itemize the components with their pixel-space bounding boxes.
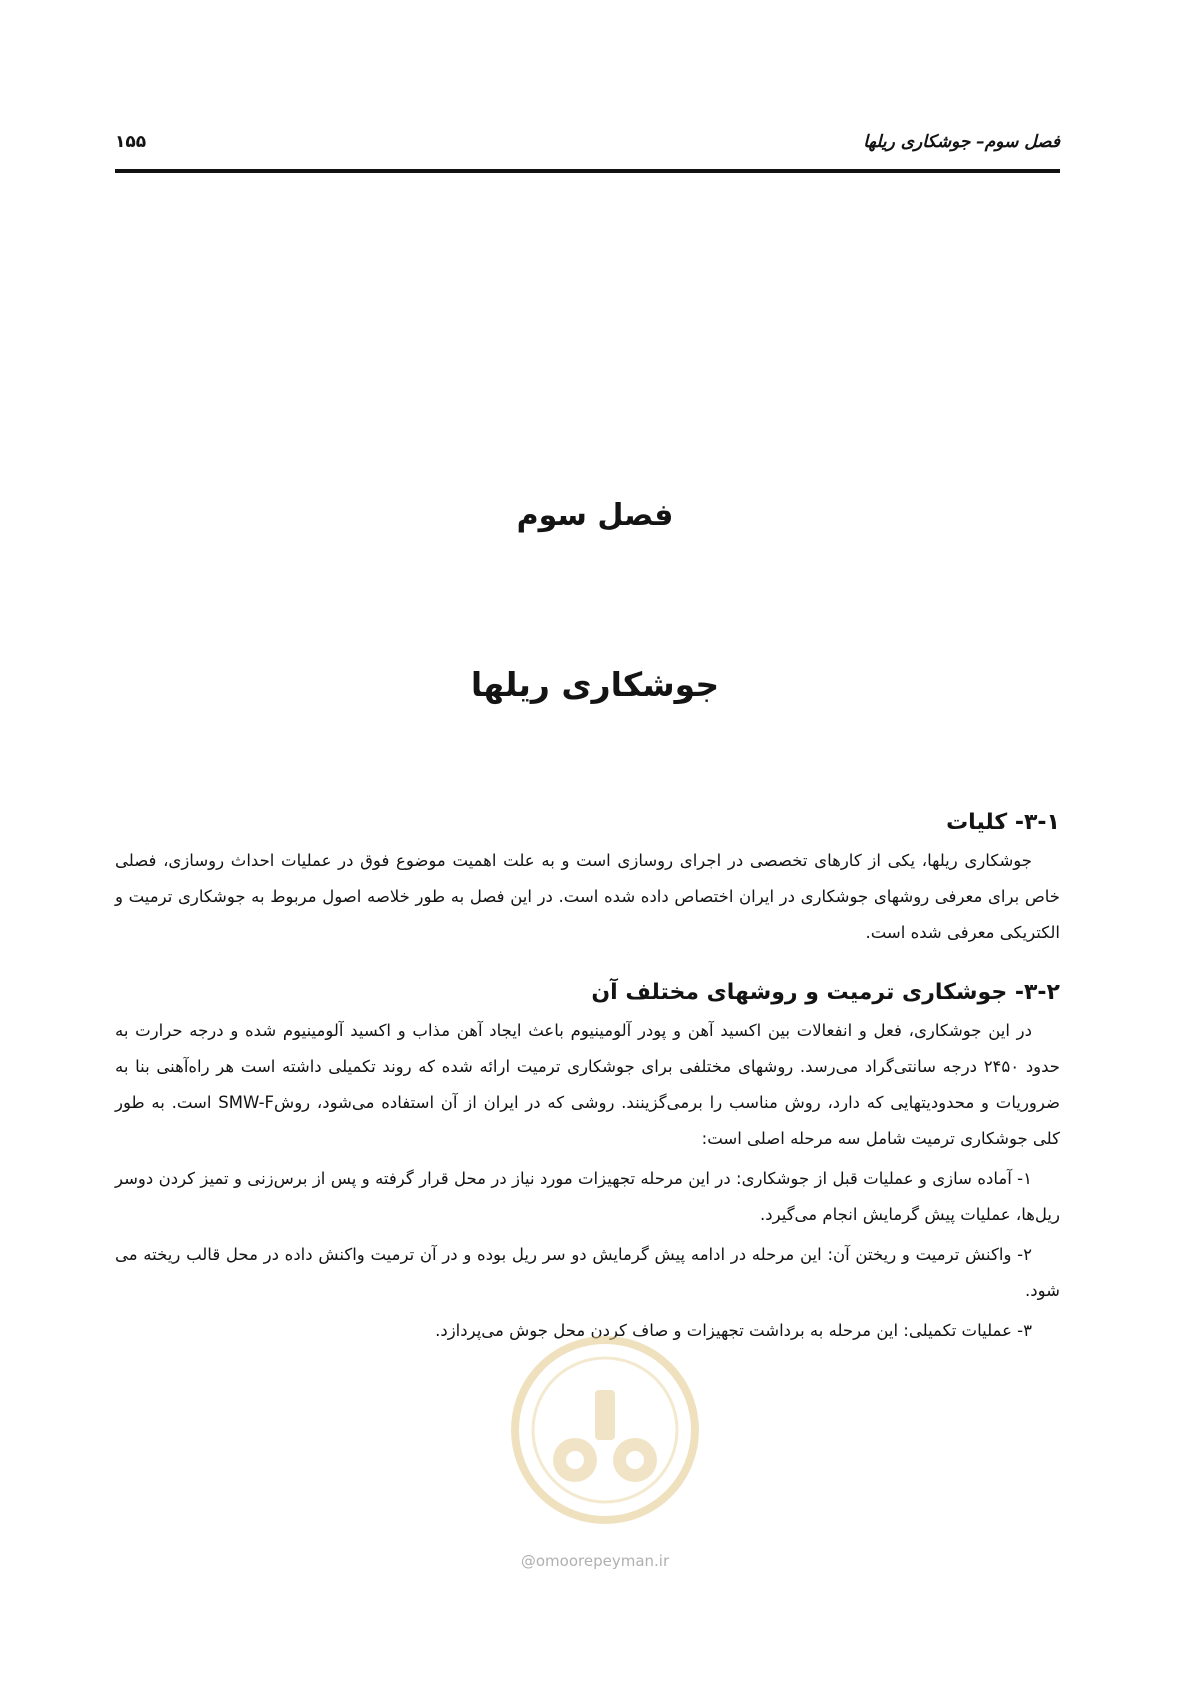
list-item: ۱- آماده سازی و عملیات قبل از جوشکاری: در این مرحله تجهیزات مورد نیاز در محل قرار گرفته و پس از برس‌زنی و تمیز کردن دوسر ریل‌ها، عملیات پیش گرمایش انجام می‌گیرد. bbox=[115, 1169, 1060, 1224]
list-item: ۲- واکنش ترمیت و ریختن آن: این مرحله در ادامه پیش گرمایش دو سر ریل بوده و در آن ترمیت واکنش داده در محل قالب ریخته می شود. bbox=[115, 1245, 1060, 1300]
running-header bbox=[115, 128, 1060, 168]
watermark-url: @omoorepeyman.ir bbox=[520, 1552, 670, 1570]
paragraph: در این جوشکاری، فعل و انفعالات بین اکسید آهن و پودر آلومینیوم باعث ایجاد آهن مذاب و اکسید آلومینیوم شده و درجه حرارت به حدود ۲۴۵۰ درجه سانتی‌گراد می‌رسد. روشهای مختلفی برای جوشکاری ترمیت ارائه شده که روند تکمیلی داشته است هر راه‌آهنی بنا به ضروریات و محدودیتهایی که دارد، روش مناسب را برمی‌گزینند. روشی که در ایران از آن استفاده می‌شود، روشSMW-F است. به طور کلی جوشکاری ترمیت شامل سه مرحله اصلی است: bbox=[115, 1021, 1060, 1148]
chapter-label: فصل سوم bbox=[516, 498, 674, 533]
page-number: ۱۵۵ bbox=[115, 132, 147, 152]
section-general bbox=[115, 810, 1060, 951]
list-item: ۳- عملیات تکمیلی: این مرحله به برداشت تجهیزات و صاف کردن محل جوش می‌پردازد. bbox=[435, 1321, 1032, 1340]
paragraph: جوشکاری ریلها، یکی از کارهای تخصصی در اجرای روسازی است و به علت اهمیت موضوع فوق در عملیات احداث روسازی، فصلی خاص برای معرفی روشهای جوشکاری در ایران اختصاص داده شده است. در این فصل به طور خلاصه اصول مربوط به جوشکاری ترمیت و الکتریکی معرفی شده است. bbox=[115, 851, 1060, 942]
section-thermit-welding bbox=[115, 980, 1060, 1349]
chapter-title: جوشکاری ریلها bbox=[470, 665, 720, 704]
section-heading: ۳-۲- جوشکاری ترمیت و روشهای مختلف آن bbox=[591, 980, 1060, 1005]
section-heading: ۳-۱- کلیات bbox=[946, 810, 1060, 835]
header-divider bbox=[115, 169, 1060, 173]
header-chapter-title: فصل سوم– جوشکاری ریلها bbox=[863, 132, 1060, 152]
watermark-logo-icon bbox=[505, 1330, 705, 1530]
